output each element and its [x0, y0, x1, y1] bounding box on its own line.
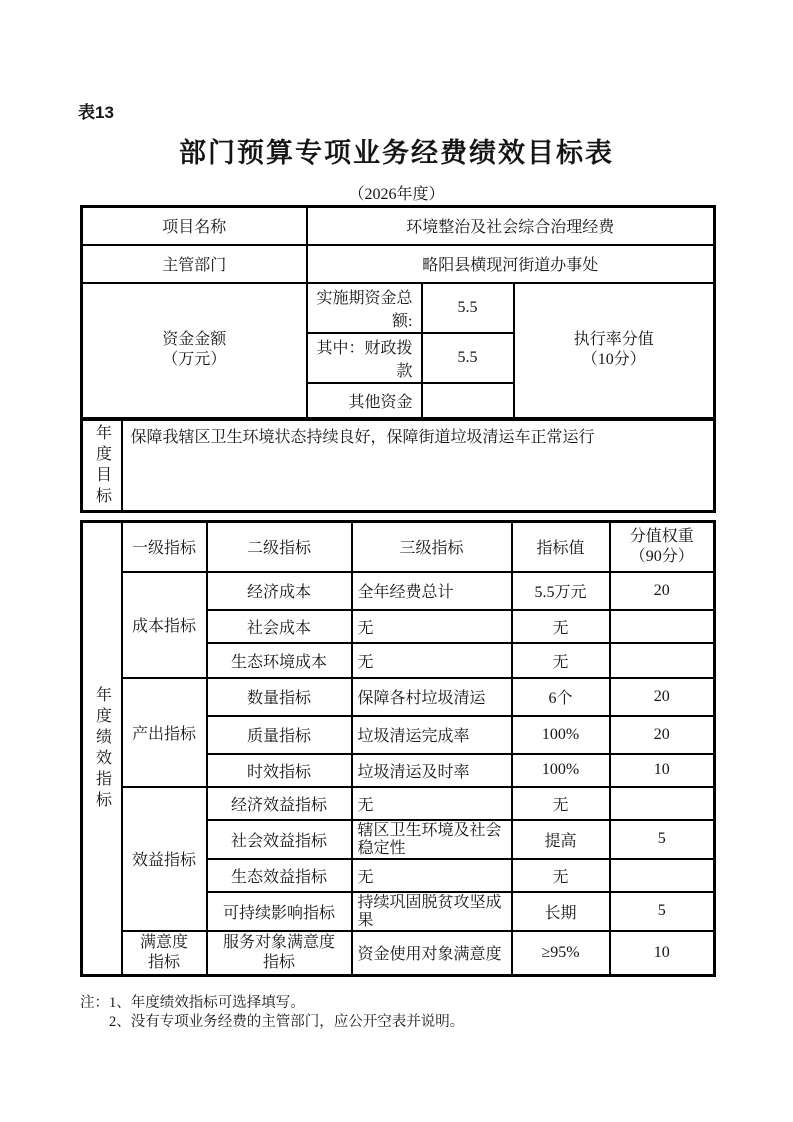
- weight-cell: 20: [610, 716, 715, 754]
- funds-other-label: 其他资金: [307, 383, 422, 419]
- weight-cell: [610, 610, 715, 643]
- value-cell: 无: [512, 787, 610, 820]
- project-name-row: [82, 207, 715, 245]
- funds-other-value: [422, 383, 514, 419]
- footnotes: [80, 994, 713, 1032]
- l2-cell: 经济效益指标: [207, 787, 352, 820]
- value-cell: 无: [512, 859, 610, 892]
- header-weight: [610, 522, 715, 572]
- l3-cell: 垃圾清运完成率: [352, 716, 512, 754]
- group-benefit: 效益指标: [122, 787, 207, 931]
- execution-score-line1: 执行率分值: [573, 331, 654, 349]
- header-value: 指标值: [512, 522, 610, 572]
- annual-goal-side-text: 年度目标: [93, 423, 111, 508]
- indicators-side-label: [82, 522, 122, 976]
- annual-goal-table: [80, 418, 716, 513]
- l3-cell: [352, 892, 512, 931]
- l3-cell: [352, 820, 512, 859]
- weight-cell: [610, 643, 715, 678]
- value-cell: 100%: [512, 716, 610, 754]
- l2-cell: 生态效益指标: [207, 859, 352, 892]
- l3-cell-text: 持续巩固脱贫攻坚成果: [357, 893, 502, 929]
- l2-cell: 社会效益指标: [207, 820, 352, 859]
- funds-label-line2: （万元）: [162, 351, 227, 369]
- l3-cell: 保障各村垃圾清运: [352, 678, 512, 716]
- group-satisfaction-text: 满意度指标: [139, 933, 188, 971]
- indicators-side-text: 年度绩效指标: [93, 685, 111, 812]
- indicators-table: [80, 520, 716, 977]
- value-cell: ≥95%: [512, 931, 610, 976]
- l3-cell: 无: [352, 610, 512, 643]
- header-weight-line2: （90分）: [629, 547, 694, 565]
- execution-score-cell: [514, 283, 715, 419]
- weight-cell: [610, 787, 715, 820]
- footnote-2: 2、没有专项业务经费的主管部门，应公开空表并说明。: [109, 1014, 465, 1030]
- l2-cell: 时效指标: [207, 754, 352, 787]
- annual-goal-side-label: [82, 420, 122, 512]
- funds-row-total: [82, 283, 715, 333]
- header-level1: 一级指标: [122, 522, 207, 572]
- project-name-label: 项目名称: [82, 207, 307, 245]
- group-satisfaction: [122, 931, 207, 976]
- header-level2: 二级指标: [207, 522, 352, 572]
- value-cell: 无: [512, 643, 610, 678]
- funds-label-line1: 资金金额: [162, 331, 227, 349]
- weight-cell: 20: [610, 572, 715, 610]
- l3-cell: 资金使用对象满意度: [352, 931, 512, 976]
- l3-cell: 无: [352, 643, 512, 678]
- l3-cell: 垃圾清运及时率: [352, 754, 512, 787]
- weight-cell: 5: [610, 892, 715, 931]
- weight-cell: 10: [610, 931, 715, 976]
- l2-cell: 数量指标: [207, 678, 352, 716]
- l2-cell: 社会成本: [207, 610, 352, 643]
- weight-cell: 5: [610, 820, 715, 859]
- group-output: 产出指标: [122, 678, 207, 787]
- l3-cell: 全年经费总计: [352, 572, 512, 610]
- l2-cell: 质量指标: [207, 716, 352, 754]
- department-row: [82, 245, 715, 283]
- indicator-row: [82, 678, 715, 716]
- weight-cell: 10: [610, 754, 715, 787]
- funds-label: [82, 283, 307, 419]
- funds-total-label: 实施期资金总额:: [307, 283, 422, 333]
- tables-area: [80, 205, 713, 1032]
- indicator-row: [82, 931, 715, 976]
- l3-cell-text: 辖区卫生环境及社会稳定性: [357, 821, 502, 857]
- department-label: 主管部门: [82, 245, 307, 283]
- value-cell: 5.5万元: [512, 572, 610, 610]
- header-level3: 三级指标: [352, 522, 512, 572]
- header-weight-line1: 分值权重: [629, 527, 694, 545]
- weight-cell: [610, 859, 715, 892]
- funds-fiscal-label: 其中：财政拨款: [307, 333, 422, 383]
- funds-total-value: 5.5: [422, 283, 514, 333]
- page-subtitle: （2026年度）: [348, 186, 445, 203]
- l2-cell: 生态环境成本: [207, 643, 352, 678]
- funds-fiscal-value: 5.5: [422, 333, 514, 383]
- value-cell: 100%: [512, 754, 610, 787]
- indicators-header-row: [82, 522, 715, 572]
- l2-cell: 经济成本: [207, 572, 352, 610]
- table-number-label: 表13: [78, 103, 114, 122]
- footnote-1: 注：1、年度绩效指标可选择填写。: [80, 995, 305, 1011]
- budget-info-table: [80, 205, 716, 420]
- l2-cell: [207, 931, 352, 976]
- project-name-value: 环境整治及社会综合治理经费: [307, 207, 715, 245]
- l3-cell: 无: [352, 859, 512, 892]
- l3-cell: 无: [352, 787, 512, 820]
- l2-cell: 可持续影响指标: [207, 892, 352, 931]
- group-cost: 成本指标: [122, 572, 207, 678]
- value-cell: 6个: [512, 678, 610, 716]
- indicator-row: [82, 572, 715, 610]
- department-value: 略阳县横现河街道办事处: [307, 245, 715, 283]
- page-title: 部门预算专项业务经费绩效目标表: [179, 138, 614, 168]
- execution-score-line2: （10分）: [581, 351, 646, 369]
- l2-cell-text: 服务对象满意度指标: [222, 933, 335, 971]
- weight-cell: 20: [610, 678, 715, 716]
- value-cell: 长期: [512, 892, 610, 931]
- annual-goal-text: 保障我辖区卫生环境状态持续良好，保障街道垃圾清运车正常运行: [122, 420, 715, 512]
- value-cell: 无: [512, 610, 610, 643]
- indicator-row: [82, 787, 715, 820]
- annual-goal-row: [82, 420, 715, 512]
- value-cell: 提高: [512, 820, 610, 859]
